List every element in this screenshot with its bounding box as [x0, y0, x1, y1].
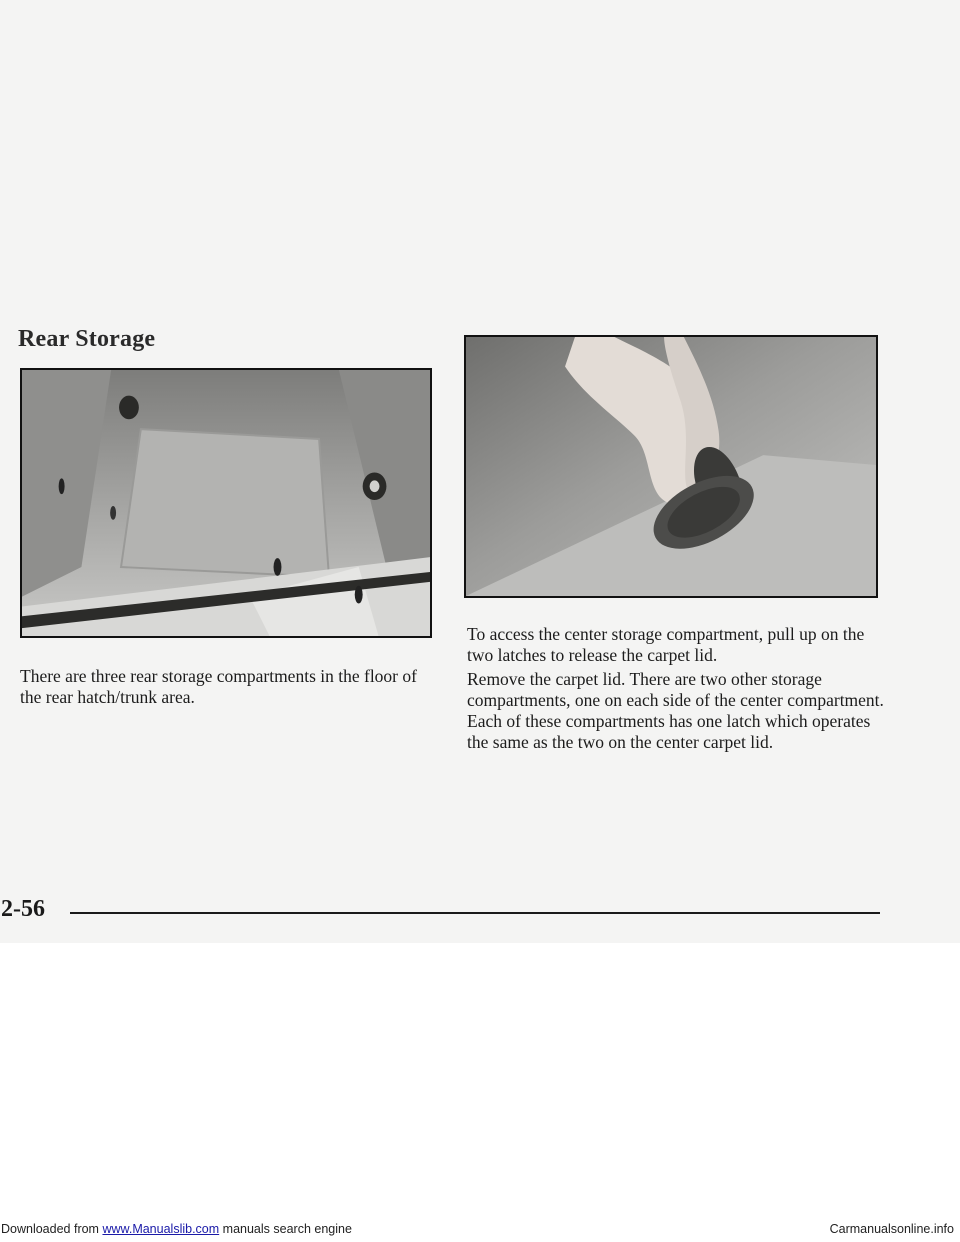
carpet-lid-latch-photo: [464, 335, 878, 598]
footer-prefix: Downloaded from: [1, 1222, 99, 1236]
right-paragraph-1: To access the center storage compartment, pull up on the two latches to release the carpet lid.: [467, 624, 865, 665]
bottom-margin: [0, 943, 960, 1242]
rear-cargo-floor-illustration: [22, 370, 430, 636]
page-title: Rear Storage: [18, 326, 156, 352]
left-paragraph: There are three rear storage compartments in the floor of the rear hatch/trunk area.: [20, 666, 417, 707]
carpet-lid-latch-illustration: [466, 337, 876, 596]
download-footer: [1, 1222, 352, 1236]
manualslib-link[interactable]: www.Manualslib.com: [102, 1222, 220, 1236]
page-rule: [70, 912, 880, 914]
rear-cargo-floor-photo: [20, 368, 432, 638]
footer-suffix: manuals search engine: [222, 1222, 352, 1236]
page-number: 2-56: [1, 896, 45, 922]
right-paragraph-2: Remove the carpet lid. There are two other storage compartments, one on each side of the center compartment. Each of these compartments has one latch which operates the same as the two on the center carpet lid.: [467, 669, 884, 752]
watermark-text: Carmanualsonline.info: [829, 1222, 954, 1236]
